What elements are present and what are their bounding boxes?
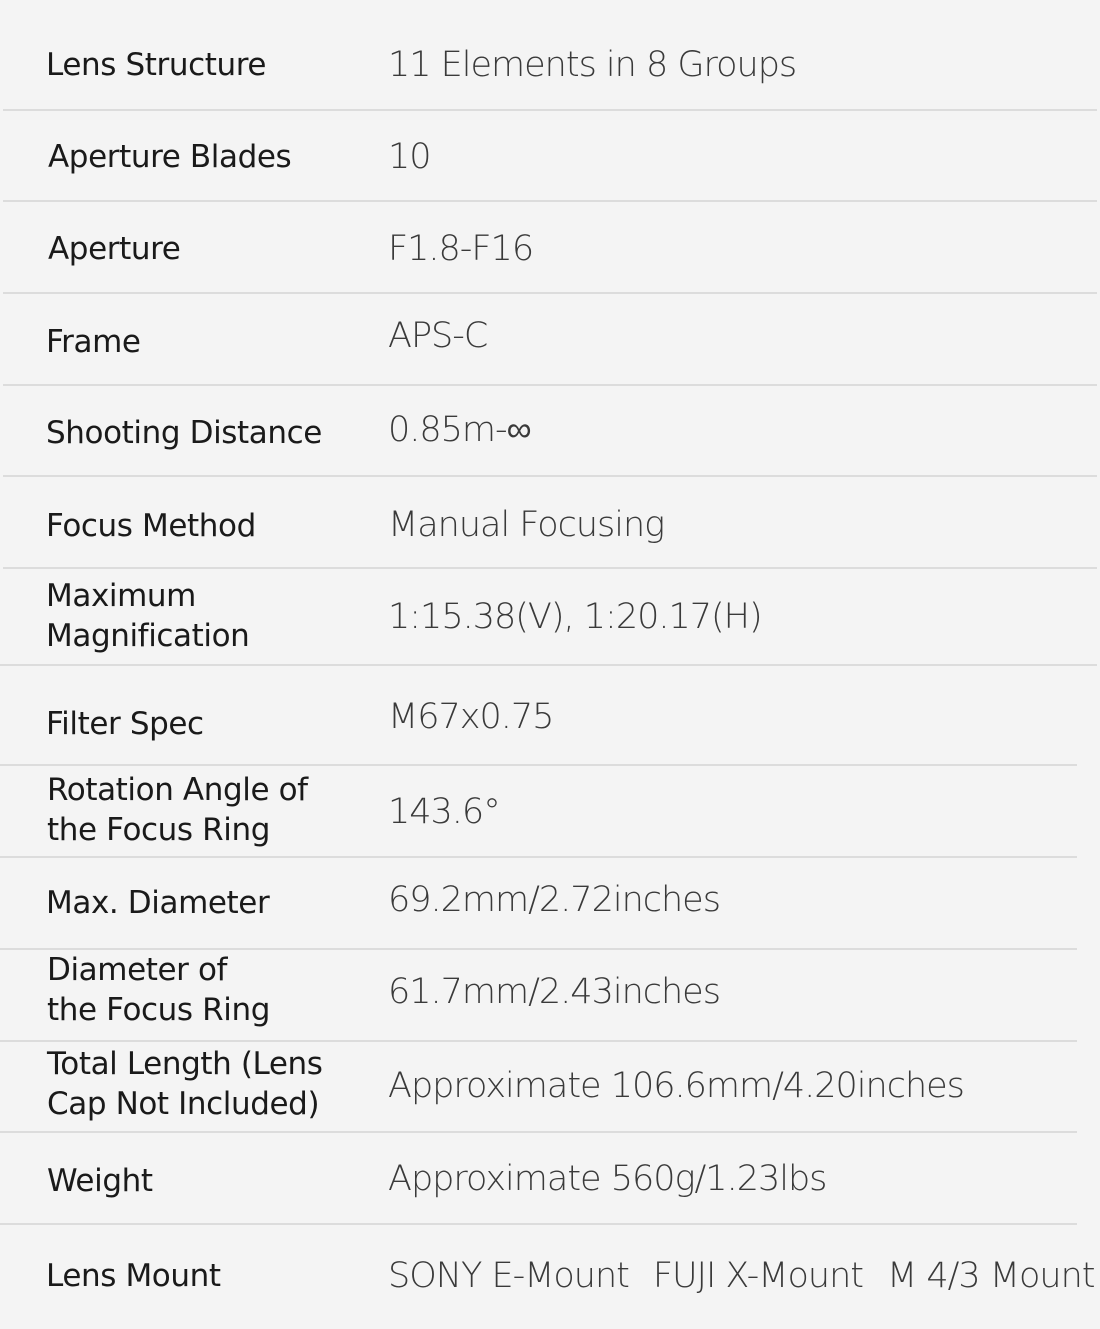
spec-label-line: Aperture xyxy=(48,231,181,267)
spec-label xyxy=(48,229,348,269)
spec-label-line: Maximum xyxy=(46,578,196,614)
spec-row-filter-spec xyxy=(0,666,1100,766)
spec-label-line: Lens Structure xyxy=(46,47,267,83)
spec-row-lens-mount xyxy=(0,1225,1100,1329)
spec-label-line: Filter Spec xyxy=(46,706,204,742)
spec-label-line: Frame xyxy=(46,324,141,360)
spec-label-line: Lens Mount xyxy=(46,1258,221,1294)
spec-label-line: Aperture Blades xyxy=(48,139,292,175)
spec-row-rotation-angle-of-the-focus-ring xyxy=(0,766,1100,858)
spec-label xyxy=(46,576,346,656)
spec-label xyxy=(48,137,348,177)
spec-row-diameter-of-the-focus-ring xyxy=(0,950,1100,1042)
spec-row-frame xyxy=(0,294,1100,386)
spec-value: 10 xyxy=(388,137,431,177)
spec-row-shooting-distance xyxy=(0,386,1100,477)
spec-value: 11 Elements in 8 Groups xyxy=(388,45,797,85)
spec-label xyxy=(46,413,346,453)
spec-label-line: Shooting Distance xyxy=(46,415,322,451)
spec-value: F1.8-F16 xyxy=(388,229,534,269)
spec-label-line: Diameter of xyxy=(47,952,228,988)
spec-label-line: Total Length (Lens xyxy=(47,1046,323,1082)
spec-label xyxy=(47,770,347,850)
spec-label-line: Focus Method xyxy=(46,508,256,544)
spec-label xyxy=(47,1161,347,1201)
spec-value: Approximate 560g/1.23lbs xyxy=(388,1159,827,1199)
spec-label xyxy=(47,1044,347,1124)
spec-label-line: Weight xyxy=(47,1163,153,1199)
spec-value: 69.2mm/2.72inches xyxy=(388,880,720,920)
spec-label xyxy=(46,506,346,546)
spec-label xyxy=(46,883,346,923)
spec-label-line: the Focus Ring xyxy=(47,812,270,848)
spec-value: APS-C xyxy=(388,316,488,356)
spec-value: Manual Focusing xyxy=(388,505,665,545)
spec-row-aperture-blades xyxy=(0,111,1100,202)
spec-row-focus-method xyxy=(0,477,1100,569)
spec-value: 0.85m-∞ xyxy=(388,410,531,450)
spec-value: Approximate 106.6mm/4.20inches xyxy=(388,1066,964,1106)
spec-value: 1:15.38(V), 1:20.17(H) xyxy=(388,597,762,637)
mount-option: FUJI X-Mount xyxy=(652,1256,863,1296)
spec-label-line: Cap Not Included) xyxy=(47,1086,320,1122)
spec-label xyxy=(46,1256,346,1296)
spec-row-lens-structure xyxy=(0,22,1100,111)
spec-label xyxy=(46,322,346,362)
spec-row-weight xyxy=(0,1133,1100,1225)
spec-label-line: Rotation Angle of xyxy=(47,772,308,808)
spec-label-line: Max. Diameter xyxy=(46,885,270,921)
spec-value: 143.6° xyxy=(388,792,500,832)
spec-label xyxy=(46,45,346,85)
spec-value: M67x0.75 xyxy=(388,697,554,737)
spec-label xyxy=(47,950,347,1030)
spec-row-total-length-lens-cap-not-included xyxy=(0,1042,1100,1133)
spec-value: 61.7mm/2.43inches xyxy=(388,972,720,1012)
spec-label xyxy=(46,704,346,744)
spec-label-line: Magnification xyxy=(46,618,250,654)
spec-row-aperture xyxy=(0,202,1100,294)
spec-row-max-diameter xyxy=(0,858,1100,950)
spec-row-maximum-magnification xyxy=(0,569,1100,666)
spec-value-mounts xyxy=(388,1256,1094,1296)
mount-option: M 4/3 Mount xyxy=(887,1256,1095,1296)
spec-label-line: the Focus Ring xyxy=(47,992,270,1028)
mount-option: SONY E-Mount xyxy=(388,1256,629,1296)
